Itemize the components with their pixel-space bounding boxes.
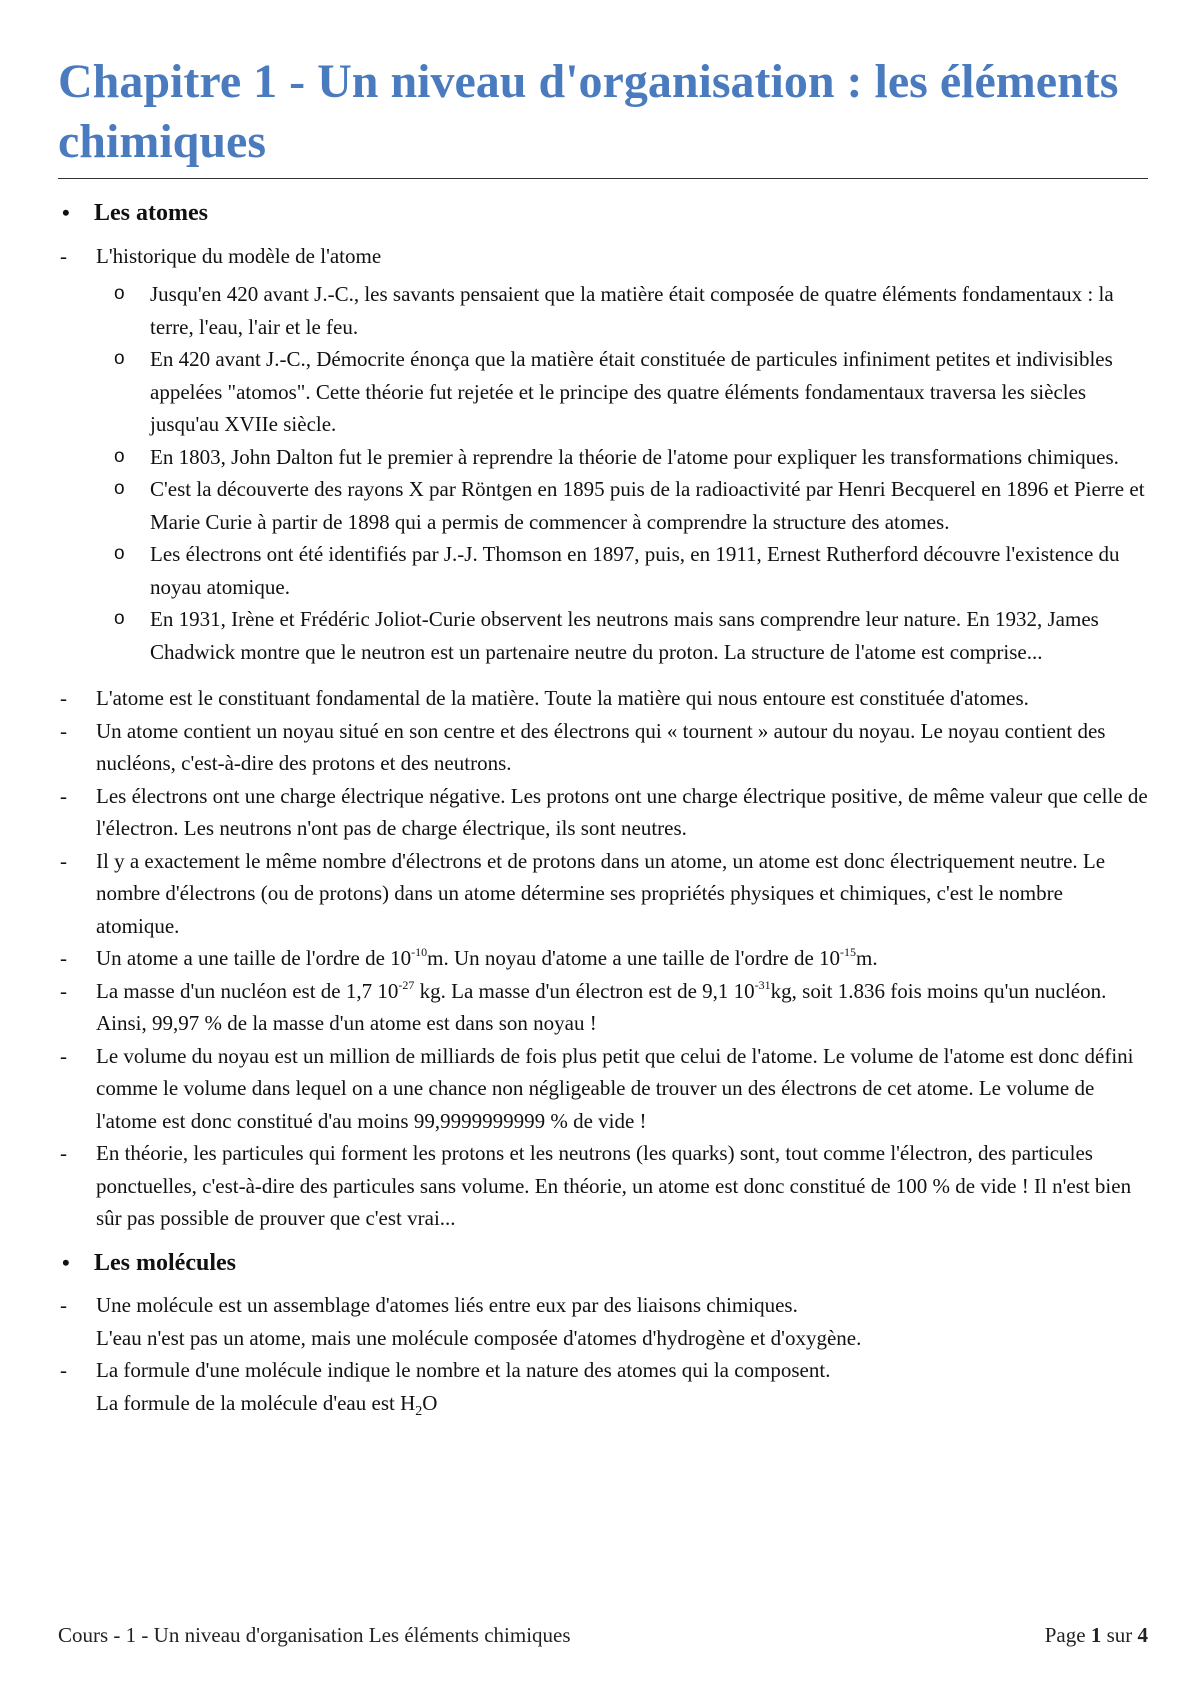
history-list — [114, 278, 1148, 668]
water-formula-text: La formule de la molécule d'eau est $H_2O$ — [96, 1390, 438, 1419]
dash-marker: - — [60, 783, 67, 808]
dash-marker: - — [60, 686, 67, 710]
dash-marker: - — [60, 243, 67, 268]
history-item: o Jusqu'en 420 avant J.-C., les savants pensaient que la matière était composée de quatre éléments fondamentaux : la terre, l'eau, l'air et le feu. — [114, 278, 1148, 343]
section-heading-text: Les molécules — [94, 1249, 236, 1276]
circle-bullet-icon: o — [114, 283, 125, 304]
circle-bullet-icon: o — [114, 445, 125, 467]
section-heading-molecules — [58, 1247, 1148, 1280]
list-item: - Une molécule est un assemblage d'atomes liés entre eux par des liaisons chimiques. L'eau n'est pas un atome, mais une molécule composée d'atomes d'hydrogène et d'oxygène. — [58, 1289, 1148, 1354]
list-item: - Le volume du noyau est un million de milliards de fois plus petit que celui de l'atome. Le volume de l'atome est donc défini comme le volume dans lequel on a une chance non négligeable de trouver un des électrons de cet atome. Le volume de l'atome est donc constitué d'au moins 99,9999999999 % de vide ! — [58, 1040, 1148, 1138]
list-item: - Les électrons ont une charge électrique négative. Les protons ont une charge électrique positive, de même valeur que celle de l'électron. Les neutrons n'ont pas de charge électrique, ils sont neutres. — [58, 780, 1148, 845]
bullet-icon: • — [62, 1249, 70, 1275]
bullet-icon: • — [62, 200, 70, 225]
dash-marker: - — [60, 1043, 67, 1068]
circle-bullet-icon: o — [114, 543, 125, 564]
list-item: - L'atome est le constituant fondamental de la matière. Toute la matière qui nous entoure est constituée d'atomes. — [58, 682, 1148, 715]
atom-size-text: Un atome a une taille de l'ordre de $10^{-10}m$. Un noyau d'atome a une taille de l'ordre de $10^{-15}m$. — [96, 945, 878, 970]
dash-marker: - — [60, 848, 67, 873]
page-content — [58, 197, 1148, 1419]
dash-marker: - — [60, 718, 67, 743]
list-item: - Un atome contient un noyau situé en son centre et des électrons qui « tournent » autour du noyau. Le noyau contient des nucléons, c'est-à-dire des protons et des neutrons. — [58, 715, 1148, 780]
list-item: - Il y a exactement le même nombre d'électrons et de protons dans un atome, un atome est donc électriquement neutre. Le nombre d'électrons (ou de protons) dans un atome détermine ses propriétés physiques et chimiques, c'est le nombre atomique. — [58, 845, 1148, 943]
list-item: - La formule d'une molécule indique le nombre et la nature des atomes qui la composent. La formule de la molécule d'eau est $H_2O$ — [58, 1354, 1148, 1419]
page-number: Page 1 sur 4 — [1044, 1623, 1148, 1647]
dash-marker: - — [60, 1358, 67, 1382]
list-item — [58, 975, 1148, 1040]
section-heading-text: Les atomes — [94, 200, 208, 226]
history-item: o En 1803, John Dalton fut le premier à reprendre la théorie de l'atome pour expliquer les transformations chimiques. — [114, 441, 1148, 474]
circle-bullet-icon: o — [114, 348, 125, 369]
dash-marker: - — [60, 1141, 67, 1165]
list-item — [58, 240, 1148, 273]
footer-course-title: Cours - 1 - Un niveau d'organisation Les éléments chimiques — [58, 1623, 571, 1647]
circle-bullet-icon: o — [114, 608, 125, 629]
circle-bullet-icon: o — [114, 478, 125, 499]
dash-marker: - — [60, 946, 67, 970]
page-footer — [58, 1623, 1148, 1648]
section-heading-atomes — [58, 197, 1148, 230]
dash-marker: - — [60, 978, 67, 1003]
history-item: o C'est la découverte des rayons X par Röntgen en 1895 puis de la radioactivité par Henri Becquerel en 1896 et Pierre et Marie Curie à partir de 1898 qui a permis de commencer à comprendre la structure des atomes. — [114, 473, 1148, 538]
history-item: o Les électrons ont été identifiés par J.-J. Thomson en 1897, puis, en 1911, Ernest Rutherford découvre l'existence du noyau atomique. — [114, 538, 1148, 603]
history-heading: L'historique du modèle de l'atome — [96, 243, 382, 268]
dash-marker: - — [60, 1293, 67, 1317]
history-item: o En 1931, Irène et Frédéric Joliot-Curie observent les neutrons mais sans comprendre leur nature. En 1932, James Chadwick montre que le neutron est un partenaire neutre du proton. La structure de l'atome est comprise... — [114, 603, 1148, 668]
list-item — [58, 942, 1148, 975]
page-title: Chapitre 1 - Un niveau d'organisation : les éléments chimiques — [58, 52, 1148, 179]
history-item: o En 420 avant J.-C., Démocrite énonça que la matière était constituée de particules infiniment petites et indivisibles appelées "atomos". Cette théorie fut rejetée et le principe des quatre éléments fondamentaux traversa les siècles jusqu'au XVIIe siècle. — [114, 343, 1148, 441]
mass-text: La masse d'un nucléon est de 1,7 $10^{-27}$ kg. La masse d'un électron est de 9,1 $10^{-31}kg$, soit 1.836 fois moins qu'un nucléon. Ainsi, 99,97 % de la masse d'un atome est dans son noyau ! — [96, 977, 1107, 1035]
list-item: - En théorie, les particules qui forment les protons et les neutrons (les quarks) sont, tout comme l'électron, des particules ponctuelles, c'est-à-dire des particules sans volume. En théorie, un atome est donc constitué de 100 % de vide ! Il n'est bien sûr pas possible de prouver que c'est vrai... — [58, 1137, 1148, 1235]
